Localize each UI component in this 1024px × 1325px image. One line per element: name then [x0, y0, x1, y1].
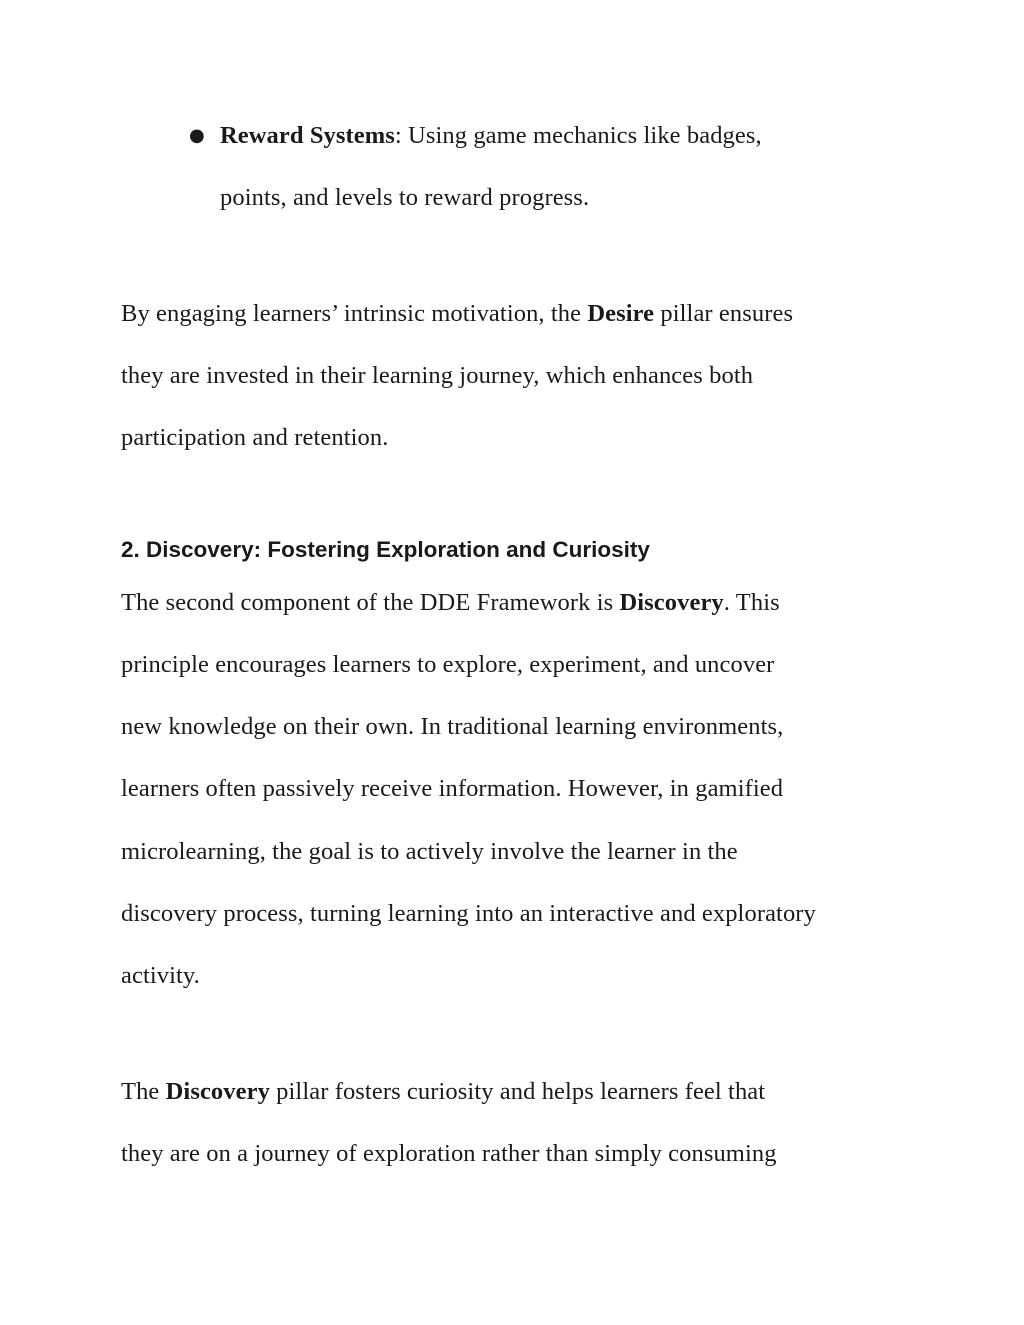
bullet-text: : Using game mechanics like badges,: [394, 122, 762, 149]
text-span: The second component of the DDE Framework is: [121, 589, 620, 616]
paragraph-line: they are on a journey of exploration rather than simply consuming: [121, 1140, 777, 1167]
text-span: pillar ensures: [654, 300, 794, 327]
section-heading: 2. Discovery: Fostering Exploration and Curiosity: [121, 537, 650, 562]
bullet-term: Reward Systems: [220, 122, 395, 149]
paragraph-line: [121, 1077, 765, 1107]
bold-term: Discovery: [619, 589, 724, 616]
paragraph-line: principle encourages learners to explore, experiment, and uncover: [121, 651, 775, 678]
bold-term: Desire: [587, 300, 655, 327]
paragraph-line: discovery process, turning learning into an interactive and exploratory: [121, 900, 816, 927]
text-span: The: [121, 1078, 166, 1105]
paragraph-line: they are invested in their learning journey, which enhances both: [121, 362, 754, 389]
text-span: By engaging learners’ intrinsic motivation, the: [121, 300, 588, 327]
bullet-icon: ●: [189, 125, 205, 146]
paragraph-line: activity.: [121, 962, 200, 989]
bold-term: Discovery: [165, 1078, 270, 1105]
paragraph-line: [121, 588, 780, 618]
paragraph-line: [121, 299, 793, 329]
paragraph-line: learners often passively receive information. However, in gamified: [121, 775, 784, 802]
paragraph-line: participation and retention.: [121, 424, 389, 451]
text-span: . This: [723, 589, 780, 616]
text-span: pillar fosters curiosity and helps learners feel that: [269, 1078, 766, 1105]
bullet-line-2: points, and levels to reward progress.: [220, 184, 590, 211]
bullet-line-1: [220, 121, 762, 151]
paragraph-line: new knowledge on their own. In traditional learning environments,: [121, 713, 784, 740]
paragraph-line: microlearning, the goal is to actively involve the learner in the: [121, 838, 738, 865]
